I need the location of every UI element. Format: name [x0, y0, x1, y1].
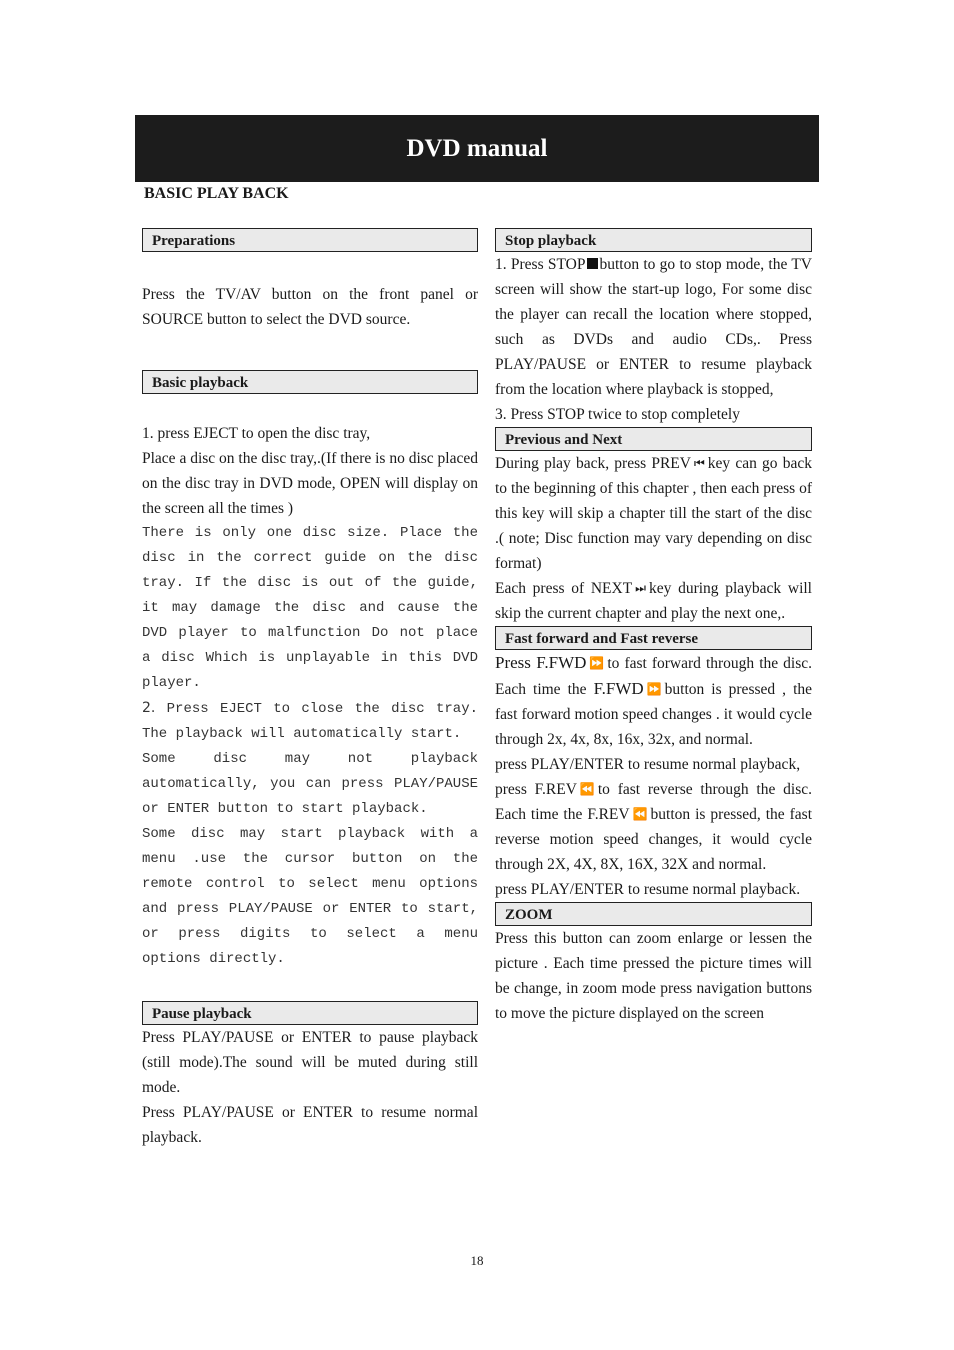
next-text: [495, 576, 812, 626]
fast-reverse-icon: ⏪: [632, 807, 648, 821]
frev-text: [495, 777, 812, 877]
frev-text-b: to fast reverse through the disc. Each time the F.REV: [495, 781, 812, 823]
ffwd-text: [495, 650, 812, 752]
stop-playback-heading: Stop playback: [495, 228, 812, 252]
fast-forward-icon: ⏩: [589, 656, 605, 670]
stop-icon: [587, 258, 598, 269]
basic-step-2-text: Press EJECT to close the disc tray. The playback will automatically start.: [142, 701, 478, 742]
section-title: BASIC PLAY BACK: [144, 185, 289, 202]
basic-disc-note: Place a disc on the disc tray,.(If there is no disc placed on the disc tray in DVD mode, OPEN will display on the screen all the times ): [142, 450, 478, 517]
frev-text-a: press F.REV: [495, 781, 577, 798]
frev-resume-text: press PLAY/ENTER to resume normal playback.: [495, 881, 801, 898]
basic-menu-note: Some disc may start playback with a menu .use the cursor button on the remote control to select menu options and press PLAY/PAUSE or ENTER to start, or press digits to select a menu options directly.: [142, 826, 478, 967]
previous-next-heading: Previous and Next: [495, 427, 812, 451]
basic-playback-heading: Basic playback: [142, 370, 478, 394]
fast-forward-reverse-heading: Fast forward and Fast reverse: [495, 626, 812, 650]
preparations-heading: Preparations: [142, 228, 478, 252]
ffwd-text-d: button is pressed , the fast forward motion speed changes . it would cycle through 2x, 4x, 8x, 16x, 32x, and normal.: [495, 681, 813, 748]
basic-disc-size-note: There is only one disc size. Place the disc in the correct guide on the disc tray. If the disc is out of the guide, it may damage the disc and cause the DVD player to malfunction Do not place a disc Which is unplayable in this DVD player.: [142, 525, 478, 691]
fast-forward-icon: ⏩: [646, 682, 662, 696]
prev-text-b: key can go back to the beginning of this chapter , then each press of this key will skip a chapter till the start of the disc .( note; Disc function may vary depending on disc format): [495, 455, 812, 572]
page-title-banner: [135, 115, 819, 182]
ffwd-text-b: to fast forward through the disc. Each time the: [495, 655, 812, 698]
stop-text-2: 3. Press STOP twice to stop completely: [495, 406, 740, 423]
preparations-text: Press the TV/AV button on the front panel or SOURCE button to select the DVD source.: [142, 286, 478, 328]
skip-previous-icon: ⏮: [693, 456, 705, 470]
next-text-a: Each press of NEXT: [495, 580, 633, 597]
next-text-b: key during playback will skip the current chapter and play the next one,.: [495, 580, 812, 622]
pause-text-1: Press PLAY/PAUSE or ENTER to pause playback (still mode).The sound will be muted during still mode.: [142, 1029, 478, 1096]
ffwd-resume-text: press PLAY/ENTER to resume normal playback,: [495, 756, 801, 773]
prev-text-a: During play back, press PREV: [495, 455, 691, 472]
basic-step-1: 1. press EJECT to open the disc tray,: [142, 425, 371, 442]
basic-autoplay-note: Some disc may not playback automatically, you can press PLAY/PAUSE or ENTER button to start playback.: [142, 751, 478, 817]
page-title: DVD manual: [406, 134, 548, 162]
left-column: [142, 228, 478, 1150]
prev-text: [495, 451, 812, 576]
ffwd-text-a: Press F.FWD: [495, 653, 587, 672]
ffwd-text-c: F.FWD: [593, 679, 644, 698]
right-column: [495, 228, 812, 1026]
zoom-heading: ZOOM: [495, 902, 812, 926]
basic-step-2: [142, 696, 478, 747]
zoom-text: Press this button can zoom enlarge or lessen the picture . Each time pressed the picture times will be change, in zoom mode press navigation buttons to move the picture displayed on the screen: [495, 930, 812, 1022]
stop-text-1a: 1. Press STOP: [495, 256, 586, 273]
page-number: 18: [470, 1253, 484, 1268]
stop-text-1b: button to go to stop mode, the TV screen will show the start-up logo, For some disc the player can recall the location where stopped, such as DVDs and audio CDs,. Press PLAY/PAUSE or ENTER to resume playback from the location where playback is stopped,: [495, 256, 812, 398]
skip-next-icon: ⏭: [635, 581, 646, 595]
step-number: 2.: [142, 700, 156, 716]
pause-text-2: Press PLAY/PAUSE or ENTER to resume normal playback.: [142, 1104, 478, 1146]
stop-text-1: [495, 252, 812, 402]
fast-reverse-icon: ⏪: [579, 782, 595, 796]
pause-playback-heading: Pause playback: [142, 1001, 478, 1025]
frev-text-c: button is pressed, the fast reverse motion speed changes, it would cycle through 2X, 4X, 8X, 16X, 32X and normal.: [495, 806, 812, 873]
